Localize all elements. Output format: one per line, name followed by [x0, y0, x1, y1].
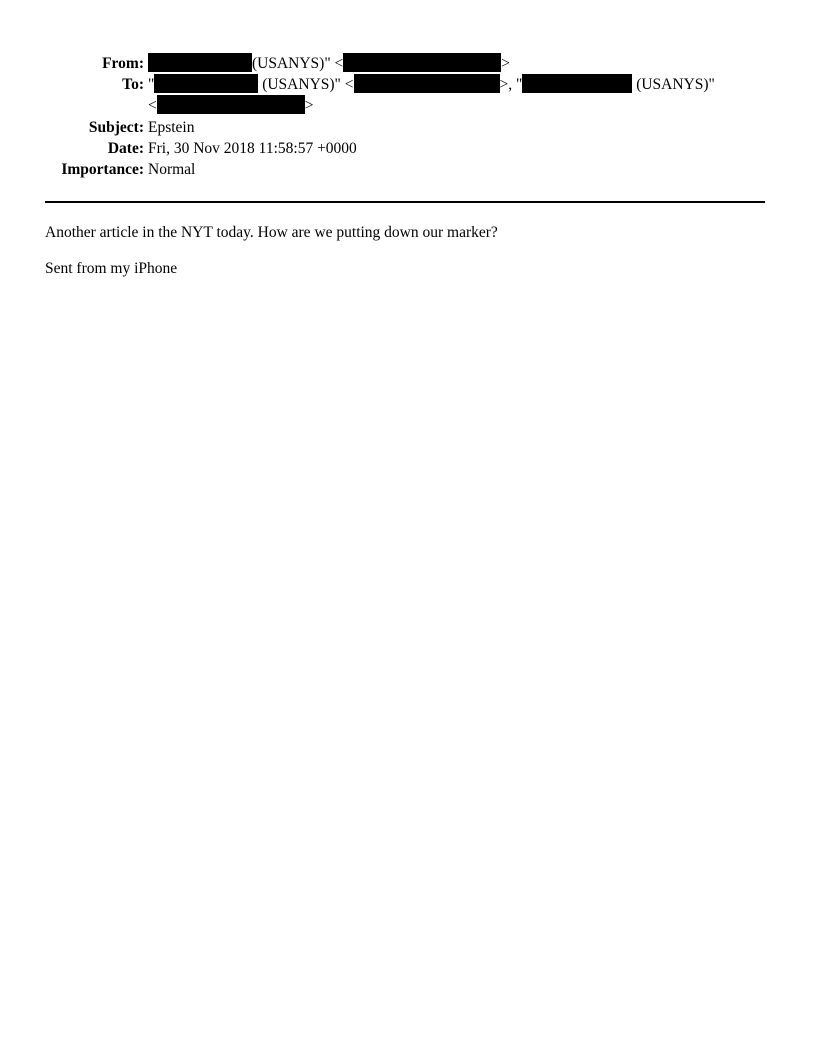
subject-value: Epstein — [148, 119, 195, 136]
importance-value: Normal — [148, 161, 196, 178]
message-body-line: Another article in the NYT today. How are we putting down our marker? — [45, 224, 498, 241]
redaction-block — [522, 74, 632, 93]
date-value: Fri, 30 Nov 2018 11:58:57 +0000 — [148, 140, 357, 157]
redaction-block — [157, 95, 305, 114]
from-row — [0, 53, 816, 74]
redaction-block — [343, 53, 501, 72]
to-separator: >, " — [499, 76, 523, 93]
redaction-block — [354, 74, 500, 93]
from-name-suffix: (USANYS)" < — [252, 55, 344, 72]
importance-label: Importance: — [61, 161, 144, 178]
from-value — [148, 53, 510, 74]
date-row — [0, 138, 816, 159]
to-open-quote: " — [148, 76, 155, 93]
to-value — [148, 74, 715, 95]
to-name2-suffix: (USANYS)" — [632, 76, 715, 93]
to-cont-open: < — [148, 97, 157, 114]
message-signature: Sent from my iPhone — [45, 260, 178, 277]
to-row-continued — [0, 95, 816, 117]
subject-label: Subject: — [88, 119, 144, 136]
redaction-block — [148, 53, 252, 72]
subject-row — [0, 117, 816, 138]
to-name1-suffix: (USANYS)" < — [258, 76, 354, 93]
date-label: Date: — [107, 140, 144, 157]
to-row — [0, 74, 816, 95]
email-header — [0, 53, 816, 180]
header-divider — [45, 201, 765, 203]
from-label: From: — [102, 55, 144, 72]
to-value-continued — [148, 95, 314, 116]
importance-row — [0, 159, 816, 180]
to-label: To: — [122, 76, 144, 93]
from-close: > — [501, 55, 511, 72]
redaction-block — [154, 74, 258, 93]
to-cont-close: > — [304, 97, 314, 114]
